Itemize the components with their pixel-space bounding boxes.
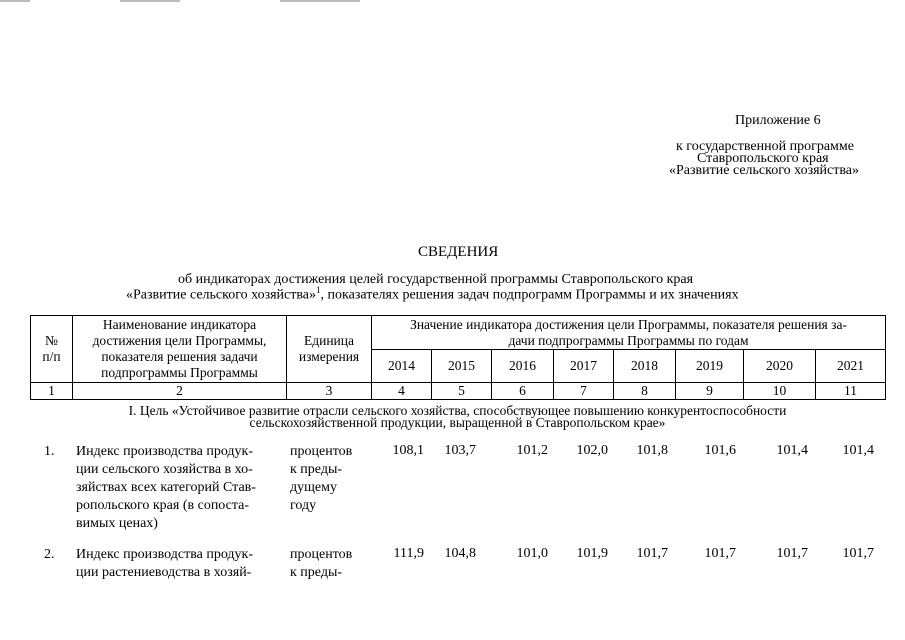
year-header: 2016: [492, 350, 554, 383]
year-header: 2014: [372, 350, 432, 383]
column-number: 2: [73, 383, 287, 400]
value-2020: 101,7: [776, 546, 808, 561]
value-2015: 103,7: [444, 443, 476, 458]
appendix-line-2: Ставропольского края: [697, 151, 829, 166]
scan-artifact: [0, 0, 30, 2]
column-number: 6: [492, 383, 554, 400]
year-header: 2021: [816, 350, 886, 383]
column-number: 4: [372, 383, 432, 400]
year-header: 2017: [554, 350, 614, 383]
appendix-line-1: к государственной программе: [676, 139, 854, 154]
column-number: 1: [31, 383, 73, 400]
document-subtitle-line-2: «Развитие сельского хозяйства»$^1$, показателях решения задач подпрограмм Программы и их значениях: [126, 285, 739, 303]
document-subtitle-line-1: об индикаторах достижения целей государственной программы Ставропольского края: [178, 272, 694, 287]
col-name-header: Наименование индикатора достижения цели Программы, показателя решения задачи подпрограммы Программы: [73, 316, 287, 383]
unit-of-measure: процентов к преды-: [290, 547, 353, 580]
col-unit-header: Единица измерения: [287, 316, 372, 383]
value-2018: 101,7: [636, 546, 668, 561]
column-number: 11: [816, 383, 886, 400]
appendix-label: Приложение 6: [735, 113, 821, 128]
document-title: СВЕДЕНИЯ: [418, 244, 499, 260]
column-number: 9: [676, 383, 744, 400]
col-values-header: Значение индикатора достижения цели Программы, показателя решения за- дачи подпрограммы Программы по годам: [372, 316, 886, 350]
goal-heading: I. Цель «Устойчивое развитие отрасли сельского хозяйства, способствующее повышению конкурентоспособности сельскохозяйственной продукции, выращенной в Ставропольском крае»: [128, 403, 787, 430]
column-number: 5: [432, 383, 492, 400]
value-2019: 101,6: [704, 443, 736, 458]
value-2021: 101,4: [842, 443, 874, 458]
value-2015: 104,8: [444, 546, 476, 561]
column-number: 8: [614, 383, 676, 400]
col-number-header: № п/п: [31, 316, 73, 383]
indicators-table-header: [30, 315, 886, 400]
value-2016: 101,0: [516, 546, 548, 561]
value-2019: 101,7: [704, 546, 736, 561]
column-number: 7: [554, 383, 614, 400]
value-2020: 101,4: [776, 443, 808, 458]
value-2018: 101,8: [636, 443, 668, 458]
footnote-mark: 1: [316, 285, 321, 295]
value-2014: 111,9: [393, 546, 424, 561]
scan-artifact: [280, 0, 360, 2]
year-header: 2018: [614, 350, 676, 383]
year-header: 2020: [744, 350, 816, 383]
value-2021: 101,7: [842, 546, 874, 561]
scan-artifact: [120, 0, 180, 2]
indicator-name: Индекс производства продук- ции растениеводства в хозяй-: [76, 547, 254, 580]
column-number: 3: [287, 383, 372, 400]
value-2017: 101,9: [576, 546, 608, 561]
column-number: 10: [744, 383, 816, 400]
row-number: 2.: [44, 547, 55, 562]
value-2014: 108,1: [392, 443, 424, 458]
row-number: 1.: [44, 444, 55, 459]
indicator-name: Индекс производства продук- ции сельского хозяйства в хо- зяйствах всех категорий Став- ропольского края (в сопоста- вимых ценах): [76, 444, 256, 531]
appendix-line-3: «Развитие сельского хозяйства»: [669, 163, 860, 178]
value-2017: 102,0: [576, 443, 608, 458]
unit-of-measure: процентов к преды- дущему году: [290, 444, 353, 513]
value-2016: 101,2: [516, 443, 548, 458]
year-header: 2015: [432, 350, 492, 383]
year-header: 2019: [676, 350, 744, 383]
